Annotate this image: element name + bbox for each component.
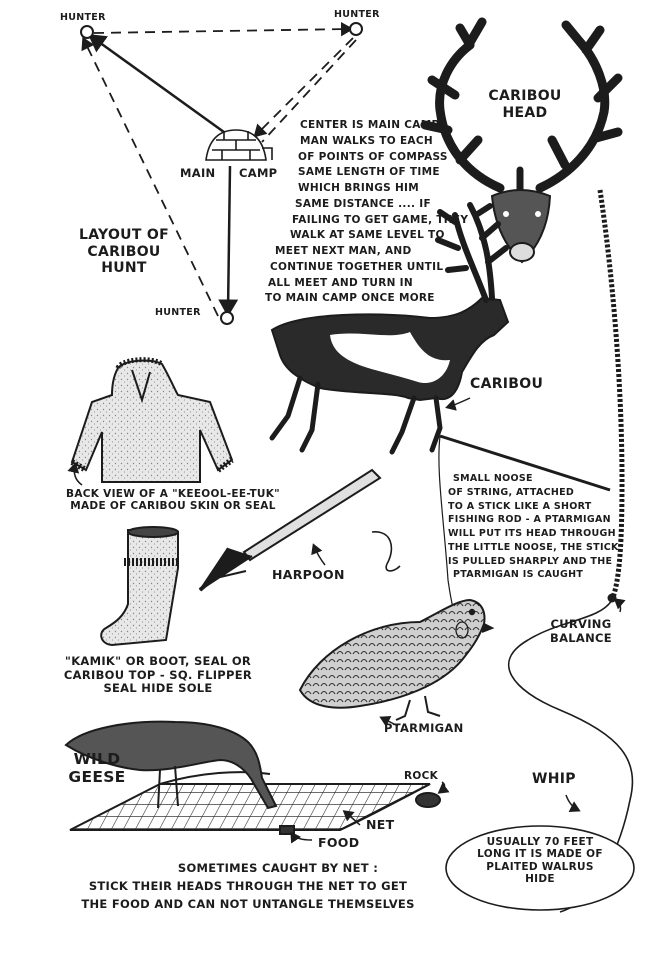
whip-description-line-4: HIDE: [525, 873, 555, 886]
food-label: FOOD: [318, 835, 360, 850]
parka-caption-line-1: BACK VIEW OF A "KEEOOL-EE-TUK": [66, 488, 280, 500]
hunt-description-line-12: TO MAIN CAMP ONCE MORE: [265, 292, 435, 305]
ptarmigan-label: PTARMIGAN: [384, 721, 464, 735]
wild-geese-label: [58, 750, 136, 787]
hunt-description-line-6: SAME DISTANCE .... IF: [295, 197, 431, 210]
harpoon-label: HARPOON: [272, 567, 345, 582]
layout-title-line-3: HUNT: [101, 260, 147, 277]
rock-arrow: [440, 782, 445, 792]
curving-balance-label: [536, 618, 626, 645]
hunt-description-line-7: FAILING TO GET GAME, THEY: [292, 213, 469, 226]
whip-description-line-2: LONG IT IS MADE OF: [477, 848, 603, 861]
parka-caption-line-2: MADE OF CARIBOU SKIN OR SEAL: [70, 500, 276, 513]
whip-description-line-1: USUALLY 70 FEET: [486, 836, 594, 848]
hunt-description-line-2: MAN WALKS TO EACH: [300, 134, 433, 147]
kamik-caption-line-1: "KAMIK" OR BOOT, SEAL OR: [64, 654, 252, 668]
wild-geese-line-1: WILD: [73, 750, 121, 768]
kamik-caption: [48, 655, 268, 696]
igloo-icon: [206, 130, 272, 160]
whip-label: WHIP: [532, 771, 576, 787]
rock-label: ROCK: [404, 770, 439, 782]
kamik-caption-line-2: CARIBOU TOP - SQ. FLIPPER: [63, 667, 253, 682]
hunt-description-line-1: CENTER IS MAIN CAMP;: [300, 119, 444, 131]
net-label: NET: [366, 817, 395, 832]
layout-title: [62, 227, 186, 277]
kamik-caption-line-3: SEAL HIDE SOLE: [103, 681, 213, 696]
caribou-head-label-line-1: CARIBOU: [488, 88, 562, 104]
whip-arrow: [566, 795, 578, 810]
layout-title-line-1: LAYOUT OF: [79, 227, 169, 243]
hunt-description-line-8: WALK AT SAME LEVEL TO: [290, 229, 445, 242]
snare-description: [448, 472, 619, 582]
caribou-head-label: [480, 88, 570, 121]
snare-description-line-4: FISHING ROD - A PTARMIGAN: [448, 514, 611, 526]
snare-description-line-7: IS PULLED SHARPLY AND THE: [448, 555, 613, 567]
net-caption-line-1: SOMETIMES CAUGHT BY NET :: [177, 861, 379, 875]
harpoon-arrow: [314, 546, 325, 565]
net-caption: [58, 860, 438, 913]
main-camp-label-main: MAIN: [180, 166, 216, 180]
snare-description-line-5: WILL PUT ITS HEAD THROUGH: [448, 528, 616, 540]
harpoon-line: [372, 532, 400, 571]
caribou-arrow: [448, 398, 470, 407]
snare-description-line-2: OF STRING, ATTACHED: [448, 486, 575, 498]
caribou-head-label-line-2: HEAD: [502, 104, 548, 121]
curving-balance-arrow: [616, 600, 621, 612]
curving-balance-line-2: BALANCE: [550, 630, 612, 645]
hunt-description: [265, 118, 468, 307]
hunt-description-line-10: CONTINUE TOGETHER UNTIL: [270, 260, 444, 273]
caribou-label: CARIBOU: [470, 376, 544, 392]
hunter-label-s: HUNTER: [155, 307, 201, 318]
layout-title-line-2: CARIBOU: [87, 243, 161, 260]
net-caption-line-2: STICK THEIR HEADS THROUGH THE NET TO GET: [88, 878, 408, 893]
wild-geese-line-2: GEESE: [68, 768, 126, 787]
kamik-boot-icon: [101, 527, 180, 645]
hunt-description-line-9: MEET NEXT MAN, AND: [275, 245, 412, 257]
hunt-description-line-5: WHICH BRINGS HIM: [298, 182, 419, 194]
snare-description-line-6: THE LITTLE NOOSE, THE STICK: [448, 541, 619, 553]
parka-caption: [58, 488, 288, 513]
ptarmigan-icon: [300, 600, 492, 720]
parka-icon: [72, 360, 232, 482]
hunt-description-line-11: ALL MEET AND TURN IN: [268, 276, 413, 289]
hunter-point-ne: [350, 23, 362, 35]
hunt-description-line-4: SAME LENGTH OF TIME: [298, 166, 440, 179]
hunter-label-nw: HUNTER: [60, 12, 106, 23]
hunt-description-line-3: OF POINTS OF COMPASS: [298, 150, 448, 163]
net-caption-line-3: THE FOOD AND CAN NOT UNTANGLE THEMSELVES: [81, 896, 415, 911]
whip-description: [460, 836, 620, 886]
hunter-label-ne: HUNTER: [334, 9, 380, 20]
snare-description-line-1: SMALL NOOSE: [453, 473, 533, 484]
whip-description-line-3: PLAITED WALRUS: [486, 860, 594, 873]
main-camp-label-camp: CAMP: [239, 166, 278, 180]
hunter-point-s: [221, 312, 233, 324]
snare-description-line-8: PTARMIGAN IS CAUGHT: [453, 569, 584, 581]
hunter-point-nw: [81, 26, 93, 38]
snare-description-line-3: TO A STICK LIKE A SHORT: [448, 500, 592, 512]
curving-balance-line-1: CURVING: [550, 617, 612, 631]
